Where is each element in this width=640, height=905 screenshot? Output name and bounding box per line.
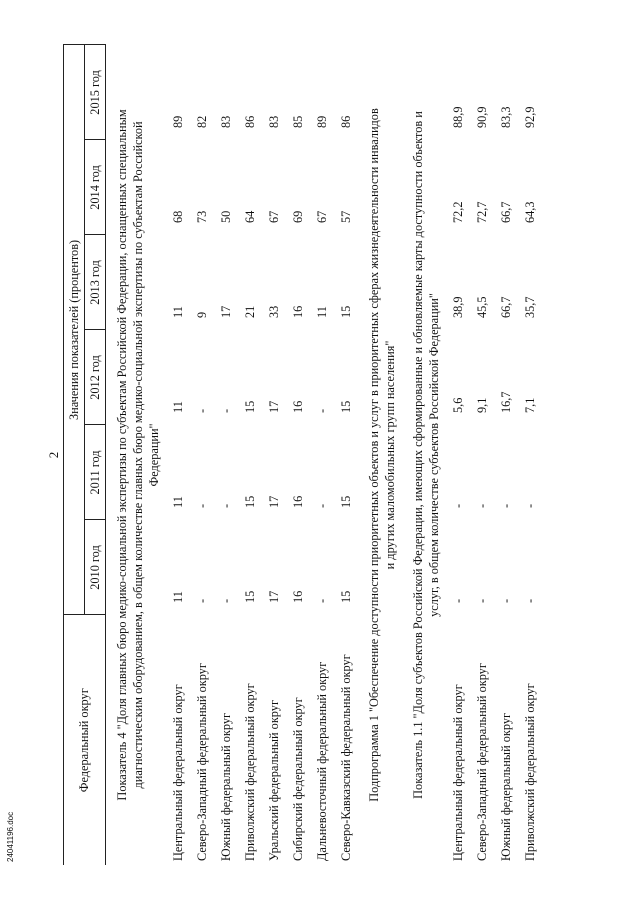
region-name: Уральский федеральный округ (266, 700, 281, 861)
year-header: 2015 год (85, 45, 106, 140)
value-cell: 5,6 (450, 397, 465, 413)
value-cell: 88,9 (450, 106, 465, 128)
value-cell: 50 (218, 210, 233, 223)
value-cell: 67 (314, 210, 329, 223)
year-header: 2010 год (85, 520, 106, 615)
document-file-stamp: 24041196.doc (6, 811, 15, 862)
region-name: Северо-Западный федеральный округ (474, 663, 489, 861)
value-cell: 15 (242, 400, 257, 413)
region-name: Приволжский федеральный округ (242, 683, 257, 861)
value-cell: - (450, 598, 465, 603)
value-cell: 66,7 (498, 296, 513, 318)
value-cell: 17 (218, 305, 233, 318)
value-cell: 11 (170, 496, 185, 508)
value-cell: 86 (338, 115, 353, 128)
value-cell: 11 (170, 401, 185, 413)
value-cell: 15 (242, 590, 257, 603)
value-cell: 64 (242, 210, 257, 223)
year-header: 2014 год (85, 140, 106, 235)
value-cell: 9,1 (474, 397, 489, 413)
value-cell: - (522, 598, 537, 603)
value-cell: 38,9 (450, 296, 465, 318)
table-row (166, 45, 190, 865)
value-cell: 64,3 (522, 201, 537, 223)
year-header: 2013 год (85, 235, 106, 330)
document-page (40, 45, 640, 865)
value-cell: 7,1 (522, 397, 537, 413)
table-row (238, 45, 262, 865)
value-cell: 15 (242, 495, 257, 508)
value-cell: - (498, 598, 513, 603)
table-body (106, 45, 543, 865)
value-cell: - (314, 503, 329, 508)
value-cell: 86 (242, 115, 257, 128)
value-cell: 83 (266, 115, 281, 128)
table-row (190, 45, 214, 865)
value-cell: - (450, 503, 465, 508)
section-title: Показатель 4 "Доля главных бюро медико-социальной экспертизы по субъектам Российской Федерации, оснащенных специальным диагностическим оборудованием, в общем количестве главных бюро медико-социальной экспертизы по субъектам Российской Федерации" (115, 109, 161, 801)
value-cell: 68 (170, 210, 185, 223)
value-cell: 85 (290, 115, 305, 128)
section-title-row (358, 45, 402, 865)
value-cell: 45,5 (474, 296, 489, 318)
indicators-table (63, 44, 542, 865)
value-cell: 90,9 (474, 106, 489, 128)
page-number: 2 (46, 451, 61, 459)
region-name: Приволжский федеральный округ (522, 683, 537, 861)
value-cell: - (314, 408, 329, 413)
table-row (446, 45, 470, 865)
value-cell: - (314, 598, 329, 603)
value-cell: - (194, 598, 209, 603)
value-cell: 16 (290, 400, 305, 413)
value-cell: 11 (170, 306, 185, 318)
table-row (262, 45, 286, 865)
value-cell: - (474, 503, 489, 508)
section-title: Показатель 1.1 "Доля субъектов Российской Федерации, имеющих сформированные и обновляемые карты доступности объектов и услуг, в общем количестве субъектов Российской Федерации" (411, 111, 441, 799)
table-row (214, 45, 238, 865)
region-name: Центральный федеральный округ (450, 684, 465, 861)
value-cell: 11 (314, 306, 329, 318)
value-cell: - (522, 503, 537, 508)
value-cell: - (218, 598, 233, 603)
value-cell: 17 (266, 400, 281, 413)
value-cell: 35,7 (522, 296, 537, 318)
value-cell: 17 (266, 495, 281, 508)
table-row (494, 45, 518, 865)
table-row (518, 45, 542, 865)
region-name: Центральный федеральный округ (170, 684, 185, 861)
value-cell: - (194, 503, 209, 508)
value-cell: - (218, 503, 233, 508)
value-cell: 72,2 (450, 201, 465, 223)
region-name: Сибирский федеральный округ (290, 697, 305, 861)
value-cell: 9 (194, 311, 209, 318)
value-cell: - (474, 598, 489, 603)
value-cell: - (498, 503, 513, 508)
value-cell: 83 (218, 115, 233, 128)
value-cell: 16 (290, 590, 305, 603)
value-cell: 92,9 (522, 106, 537, 128)
region-name: Южный федеральный округ (498, 712, 513, 861)
section-title: Подпрограмма 1 "Обеспечение доступности приоритетных объектов и услуг в приоритетных сферах жизнедеятельности инвалидов и других маломобильных групп населения" (367, 108, 397, 802)
value-cell: 72,7 (474, 201, 489, 223)
value-cell: 83,3 (498, 106, 513, 128)
value-cell: 15 (338, 400, 353, 413)
value-cell: - (194, 408, 209, 413)
region-column-header: Федеральный округ (64, 615, 106, 865)
table-row (334, 45, 358, 865)
value-cell: 21 (242, 305, 257, 318)
value-cell: 17 (266, 590, 281, 603)
region-name: Дальневосточный федеральный округ (314, 661, 329, 861)
value-cell: 69 (290, 210, 305, 223)
region-name: Северо-Западный федеральный округ (194, 663, 209, 861)
value-cell: - (218, 408, 233, 413)
value-cell: 82 (194, 115, 209, 128)
value-cell: 15 (338, 305, 353, 318)
value-cell: 15 (338, 590, 353, 603)
value-cell: 67 (266, 210, 281, 223)
section-title-row (402, 45, 446, 865)
region-name: Южный федеральный округ (218, 712, 233, 861)
value-cell: 89 (314, 115, 329, 128)
value-cell: 57 (338, 210, 353, 223)
value-cell: 11 (170, 591, 185, 603)
year-header: 2011 год (85, 425, 106, 520)
year-header: 2012 год (85, 330, 106, 425)
value-cell: 73 (194, 210, 209, 223)
region-name: Северо-Кавказский федеральный округ (338, 654, 353, 861)
value-cell: 16,7 (498, 391, 513, 413)
value-cell: 66,7 (498, 201, 513, 223)
value-cell: 89 (170, 115, 185, 128)
value-cell: 16 (290, 495, 305, 508)
value-cell: 33 (266, 305, 281, 318)
value-cell: 16 (290, 305, 305, 318)
table-row (470, 45, 494, 865)
table-row (286, 45, 310, 865)
value-cell: 15 (338, 495, 353, 508)
values-column-header: Значения показателей (процентов) (64, 45, 85, 615)
section-title-row (106, 45, 167, 865)
table-row (310, 45, 334, 865)
